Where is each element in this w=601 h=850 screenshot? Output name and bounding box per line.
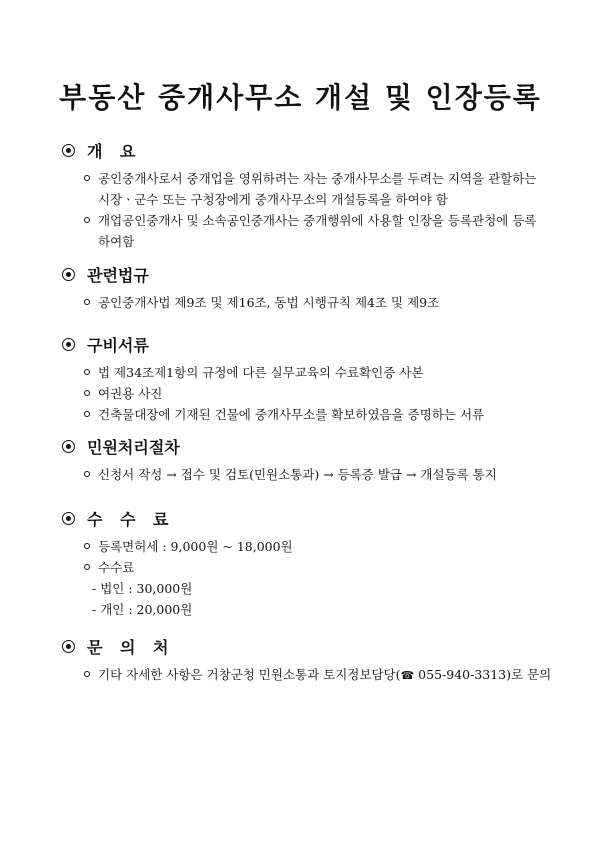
circle-bullet-icon — [84, 543, 90, 549]
list-item: 공인중개사로서 중개업을 영위하려는 자는 중개사무소를 두려는 지역을 관할하는 시장ㆍ군수 또는 구청장에게 중개사무소의 개설등록을 하여야 함 — [62, 168, 544, 210]
section-documents — [62, 332, 562, 425]
circle-bullet-icon — [84, 471, 90, 477]
section-label: 개 요 — [87, 141, 142, 161]
phone-icon: ☎ — [400, 669, 415, 682]
section-label: 관련법규 — [87, 265, 149, 285]
circle-dot-icon — [62, 640, 75, 653]
circle-dot-icon — [62, 440, 75, 453]
list-item: 법 제34조제1항의 규정에 다른 실무교육의 수료확인증 사본 — [62, 362, 562, 383]
circle-bullet-icon — [84, 369, 90, 375]
section-label: 민원처리절차 — [87, 437, 180, 457]
list-item: 여권용 사진 — [62, 383, 562, 404]
list-item: 신청서 작성 → 접수 및 검토(민원소통과) → 등록증 발급 → 개설등록 통지 — [62, 464, 562, 485]
section-procedure — [62, 434, 562, 485]
circle-dot-icon — [62, 512, 75, 525]
section-label: 문 의 처 — [87, 637, 175, 657]
section-label: 구비서류 — [87, 335, 149, 355]
circle-bullet-icon — [84, 299, 90, 305]
list-item: 공인중개사법 제9조 및 제16조, 동법 시행규칙 제4조 및 제9조 — [62, 292, 562, 313]
list-item: 개업공인중개사 및 소속공인중개사는 중개행위에 사용할 인장을 등록관청에 등록하여함 — [62, 210, 544, 252]
circle-dot-icon — [62, 338, 75, 351]
list-item: 수수료 — [62, 557, 562, 578]
circle-bullet-icon — [84, 411, 90, 417]
section-contact — [62, 634, 562, 686]
circle-bullet-icon — [84, 217, 90, 223]
section-fees — [62, 506, 562, 620]
section-overview — [62, 138, 562, 252]
circle-bullet-icon — [84, 175, 90, 181]
circle-dot-icon — [62, 144, 75, 157]
section-laws — [62, 262, 562, 313]
circle-dot-icon — [62, 268, 75, 281]
list-item: 등록면허세 : 9,000원 ~ 18,000원 — [62, 536, 562, 557]
circle-bullet-icon — [84, 671, 90, 677]
list-item: 기타 자세한 사항은 거창군청 민원소통과 토지정보담당(☎ 055-940-3313)로 문의 — [62, 664, 562, 686]
phone-number: 055-940-3313 — [414, 667, 507, 682]
section-label: 수 수 료 — [87, 509, 175, 529]
circle-bullet-icon — [84, 564, 90, 570]
circle-bullet-icon — [84, 390, 90, 396]
page-title: 부동산 중개사무소 개설 및 인장등록 — [59, 81, 542, 114]
sub-item: - 개인 : 20,000원 — [92, 602, 193, 617]
list-item: 건축물대장에 기재된 건물에 중개사무소를 확보하였음을 증명하는 서류 — [62, 404, 562, 425]
sub-item: - 법인 : 30,000원 — [92, 581, 193, 596]
